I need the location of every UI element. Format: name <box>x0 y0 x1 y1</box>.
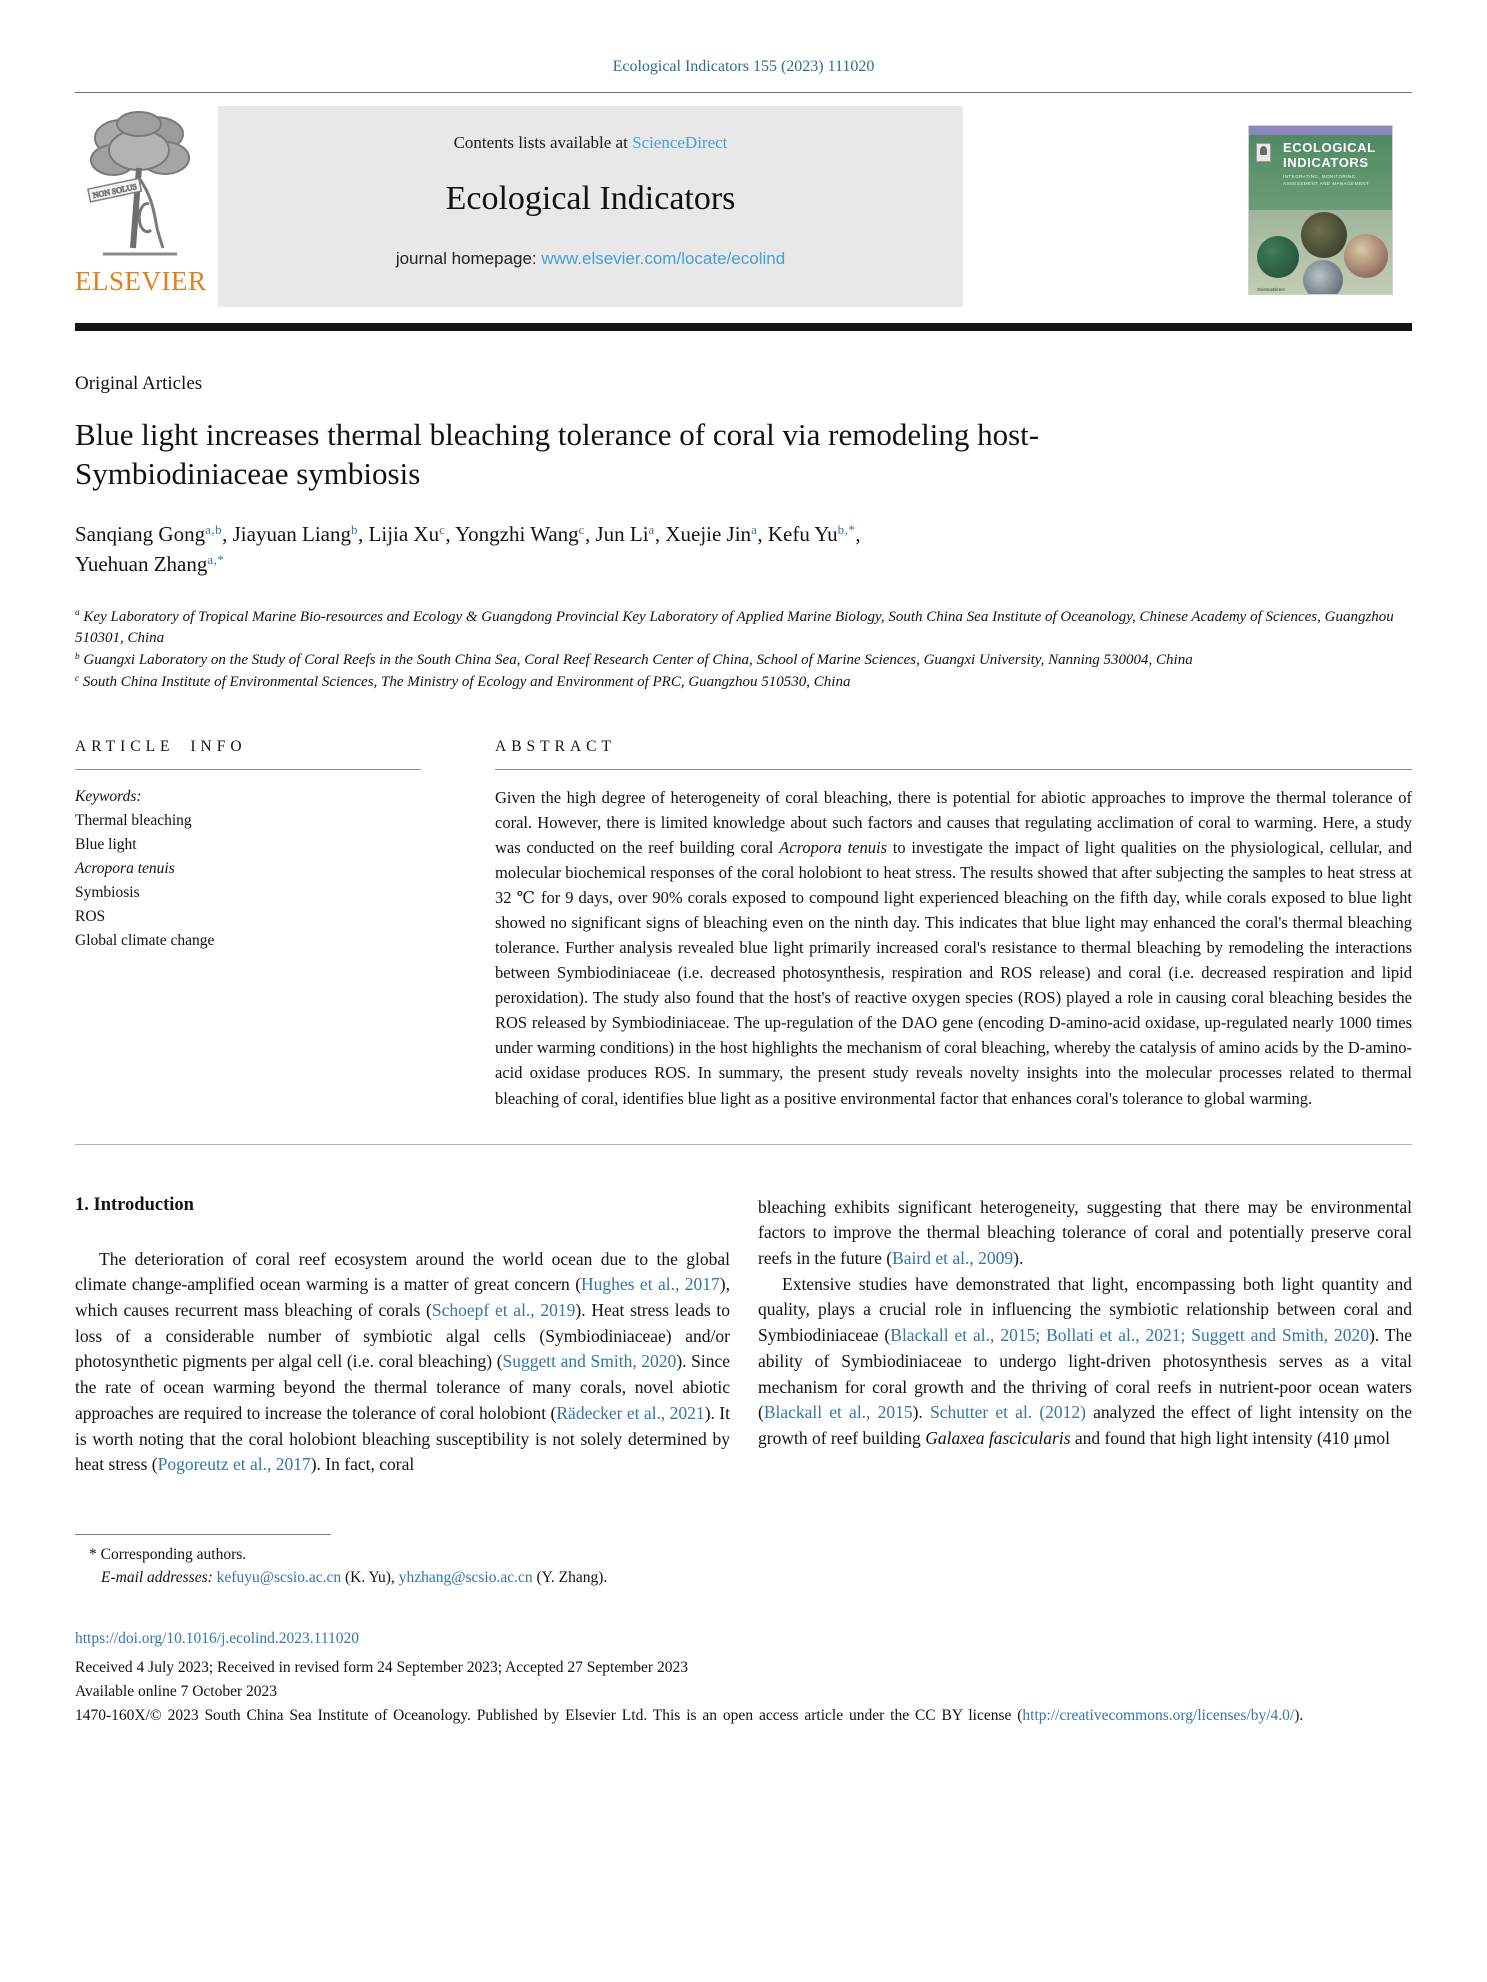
citation-link[interactable]: Schutter et al. (2012) <box>929 1402 1086 1423</box>
text-segment: , Jiayuan Liang <box>222 521 352 546</box>
svg-text:NON SOLUS: NON SOLUS <box>92 182 138 201</box>
elsevier-tree-icon <box>83 108 195 266</box>
author-list <box>75 519 1412 580</box>
citation-link[interactable]: Pogoreutz et al., 2017 <box>157 1454 311 1475</box>
journal-header-band <box>218 106 963 307</box>
author-affil-ref: a <box>648 521 655 537</box>
text-segment: a <box>75 608 80 619</box>
text-segment: (K. Yu), <box>341 1569 399 1587</box>
text-segment: ROS <box>75 907 106 925</box>
article-type-label: Original Articles <box>75 373 203 394</box>
cover-footer-text: ScienceDirect <box>1257 287 1285 292</box>
text-segment: , Xuejie Jin <box>654 521 752 546</box>
text-segment: ). <box>1294 1707 1304 1725</box>
abstract-column <box>495 738 1412 1111</box>
contents-line <box>218 133 963 153</box>
cover-subtitle: INTEGRATING, MONITORING, ASSESSMENT AND MANAGEMENT <box>1283 173 1370 186</box>
cover-header <box>1249 135 1392 210</box>
author-list-line1 <box>75 519 1412 549</box>
cover-title-line2: INDICATORS <box>1283 154 1369 170</box>
journal-cover-thumbnail <box>1249 126 1392 294</box>
text-segment: c <box>75 673 80 684</box>
elsevier-wordmark: ELSEVIER <box>75 266 207 296</box>
author-affil-ref: b,* <box>837 521 856 537</box>
cover-photo-circle <box>1301 212 1347 258</box>
contents-prefix: Contents lists available at <box>453 133 633 152</box>
homepage-line <box>218 249 963 269</box>
license-link[interactable]: http://creativecommons.org/licenses/by/4.0/ <box>1022 1707 1295 1725</box>
license-line <box>75 1704 1412 1728</box>
email-link[interactable]: kefuyu@scsio.ac.cn <box>216 1569 342 1587</box>
corresponding-authors-note: * Corresponding authors. <box>89 1546 247 1564</box>
cover-photo-circle <box>1344 234 1388 278</box>
text-segment: The deterioration of coral reef ecosystem around the world ocean due to the global climate change-amplified ocean warming is a matter of great concern ( <box>75 1248 730 1295</box>
text-segment: , Kefu Yu <box>757 521 838 546</box>
citation-link[interactable]: Baird et al., 2009 <box>892 1248 1014 1269</box>
text-segment: , Lijia Xu <box>358 521 440 546</box>
cover-elsevier-mini-logo-icon <box>1256 143 1271 162</box>
text-segment: 1470-160X/© 2023 South China Sea Institute of Oceanology. Published by Elsevier Ltd. This is an open access article under the CC BY license ( <box>75 1707 1023 1725</box>
text-segment: ), which causes recurrent mass bleaching of corals ( <box>75 1274 730 1321</box>
article-info-heading: ARTICLE INFO <box>75 737 247 755</box>
citation-link[interactable]: Hughes et al., 2017 <box>581 1274 720 1295</box>
cover-photo-circle <box>1257 236 1299 278</box>
text-segment: ). <box>912 1402 930 1423</box>
text-segment: analyzed the effect of light intensity on the growth of reef building <box>758 1402 1413 1449</box>
cover-collage <box>1249 210 1392 294</box>
citation-link[interactable]: Blackall et al., 2015; Bollati et al., 2021; Suggett and Smith, 2020 <box>890 1325 1369 1346</box>
info-abstract-section <box>75 738 1412 1111</box>
article-info-rule <box>75 769 421 770</box>
text-segment: Symbiosis <box>75 883 140 901</box>
text-segment: Acropora tenuis <box>779 837 887 857</box>
journal-citation-line: Ecological Indicators 155 (2023) 111020 <box>612 58 875 75</box>
intro-paragraph-right-2 <box>758 1272 1412 1452</box>
keywords-list <box>75 809 421 953</box>
text-segment: , Jun Li <box>584 521 649 546</box>
citation-link[interactable]: Suggett and Smith, 2020 <box>502 1351 677 1372</box>
introduction-heading: 1. Introduction <box>75 1194 194 1215</box>
footnote-rule <box>75 1534 331 1535</box>
text-segment: ). In fact, coral <box>310 1454 415 1475</box>
footnote-block <box>75 1534 1412 1587</box>
author-list-line2 <box>75 549 1412 579</box>
cover-photo-circle <box>1303 260 1343 294</box>
cover-top-strip <box>1249 126 1392 135</box>
text-segment: Key Laboratory of Tropical Marine Bio-resources and Ecology & Guangdong Provincial Key Laboratory of Applied Marine Biology, South China Sea Institute of Oceanology, Chinese Academy of Sciences, Guangzhou 510301, China <box>75 608 1394 647</box>
text-segment: Galaxea fascicularis <box>925 1428 1071 1449</box>
text-segment: Thermal bleaching <box>75 811 192 829</box>
email-addresses-line <box>75 1569 1412 1587</box>
sciencedirect-link[interactable]: ScienceDirect <box>632 133 728 152</box>
article-title: Blue light increases thermal bleaching tolerance of coral via remodeling host-Symbiodiniaceae symbiosis <box>75 417 1040 492</box>
affiliations <box>75 607 1412 694</box>
intro-paragraph-right-1 <box>758 1195 1412 1272</box>
citation-link[interactable]: Blackall et al., 2015 <box>763 1402 913 1423</box>
body-column-left <box>75 1195 730 1478</box>
abstract-text <box>495 785 1412 1111</box>
email-link[interactable]: yhzhang@scsio.ac.cn <box>398 1569 533 1587</box>
elsevier-logo <box>75 108 207 296</box>
text-segment: b <box>75 651 80 662</box>
author-affil-ref: c <box>578 521 585 537</box>
abstract-rule <box>495 769 1412 770</box>
text-segment: (Y. Zhang). <box>532 1569 608 1587</box>
abstract-heading: ABSTRACT <box>495 737 616 755</box>
affiliation-c <box>75 672 1412 694</box>
journal-header <box>75 106 1412 307</box>
text-segment: Given the high degree of heterogeneity of coral bleaching, there is potential for abiotic approaches to improve the thermal tolerance of coral. However, there is limited knowledge about such factors and causes that regulating acclimation of coral to warming. Here, a study was conducted on the reef building coral <box>495 787 1412 857</box>
text-segment: Yuehuan Zhang <box>75 552 208 577</box>
author-affil-ref: a,b <box>205 521 223 537</box>
citation-link[interactable]: Rädecker et al., 2021 <box>556 1402 705 1423</box>
text-segment: Acropora tenuis <box>75 859 175 877</box>
homepage-prefix: journal homepage: <box>395 249 542 268</box>
footer-meta <box>75 1627 1412 1728</box>
citation-link[interactable]: Schoepf et al., 2019 <box>431 1300 576 1321</box>
cover-title-line1: ECOLOGICAL <box>1283 140 1376 155</box>
section-divider-rule <box>75 1144 1412 1145</box>
text-segment: ). The ability of Symbiodiniaceae to undergo light-driven photosynthesis serves as a vital mechanism for coral growth and the thriving of coral reefs in nutrient-poor ocean waters ( <box>758 1325 1412 1423</box>
text-segment: Sanqiang Gong <box>75 521 206 546</box>
text-segment: Blue light <box>75 835 137 853</box>
text-segment: Guangxi Laboratory on the Study of Coral Reefs in the South China Sea, Coral Reef Research Center of China, School of Marine Sciences, Guangxi University, Nanning 530004, China <box>79 652 1193 669</box>
keywords-label: Keywords: <box>75 787 142 805</box>
journal-title: Ecological Indicators <box>445 180 736 217</box>
text-segment: and found that high light intensity (410 μmol <box>1070 1428 1391 1449</box>
text-segment: South China Institute of Environmental Sciences, The Ministry of Ecology and Environment of PRC, Guangzhou 510530, China <box>79 673 851 690</box>
body-column-right <box>758 1195 1412 1478</box>
affiliation-a <box>75 607 1412 651</box>
doi-link[interactable]: https://doi.org/10.1016/j.ecolind.2023.111020 <box>75 1630 360 1648</box>
text-segment: to investigate the impact of light qualities on the physiological, cellular, and molecular biochemical responses of the coral holobiont to heat stress. The results showed that after subjecting the samples to heat stress at 32 ℃ for 9 days, over 90% corals exposed to compound light experienced bleaching on the fifth day, while corals exposed to blue light showed no significant signs of bleaching even on the ninth day. This indicates that blue light may enhanced the coral's thermal bleaching tolerance. Further analysis revealed blue light primarily increased coral's resistance to thermal bleaching by remodeling the interactions between Symbiodiniaceae (i.e. decreased photosynthesis, respiration and ROS release) and coral (i.e. decreased respiration and lipid peroxidation). The study also found that the host's of reactive oxygen species (ROS) played a role in causing coral bleaching besides the ROS released by Symbiodiniaceae. The up-regulation of the DAO gene (encoding D-amino-acid oxidase, up-regulated nearly 1000 times under warming conditions) in the host highlights the mechanism of coral bleaching, whereby the catalysis of amino acids by the D-amino-acid oxidase produces ROS. In summary, the present study reveals novelty insights into the molecular processes related to thermal bleaching of coral, identifies blue light as a positive environmental factor that enhances coral's tolerance to global warming. <box>495 837 1413 1108</box>
author-affil-ref: a <box>751 521 758 537</box>
text-segment: bleaching exhibits significant heterogeneity, suggesting that there may be environmental factors to improve the thermal bleaching tolerance of coral and potentially preserve coral reefs in the future ( <box>758 1196 1412 1269</box>
author-affil-ref: b <box>351 521 359 537</box>
text-segment: Extensive studies have demonstrated that light, encompassing both light quantity and quality, plays a crucial role in influencing the symbiotic relationship between coral and Symbiodiniaceae ( <box>758 1273 1412 1346</box>
text-segment: ). Since the rate of ocean warming beyond the thermal tolerance of many corals, novel abiotic approaches are required to increase the tolerance of coral holobiont ( <box>75 1351 731 1423</box>
article-info-column <box>75 738 421 1111</box>
affiliation-b <box>75 650 1412 672</box>
intro-paragraph-left <box>75 1247 730 1478</box>
header-top-rule <box>75 92 1412 93</box>
text-segment: , Yongzhi Wang <box>445 521 579 546</box>
header-black-divider <box>75 323 1412 331</box>
text-segment: ). It is worth noting that the coral holobiont bleaching susceptibility is not solely determined by heat stress ( <box>75 1402 730 1475</box>
text-segment: Global climate change <box>75 931 215 949</box>
author-affil-ref: a,* <box>207 552 225 567</box>
text-segment: ). <box>1013 1248 1024 1269</box>
text-segment: , <box>855 521 861 546</box>
author-affil-ref: c <box>439 521 446 537</box>
homepage-link[interactable]: www.elsevier.com/locate/ecolind <box>541 249 786 268</box>
text-segment: E-mail addresses: <box>101 1569 217 1587</box>
body-columns <box>75 1195 1412 1478</box>
available-online: Available online 7 October 2023 <box>75 1683 278 1701</box>
received-dates: Received 4 July 2023; Received in revised form 24 September 2023; Accepted 27 September 2023 <box>75 1659 688 1677</box>
text-segment: ). Heat stress leads to loss of a considerable number of symbiotic algal cells (Symbiodiniaceae) and/or photosynthetic pigments per algal cell (i.e. coral bleaching) ( <box>75 1300 730 1372</box>
